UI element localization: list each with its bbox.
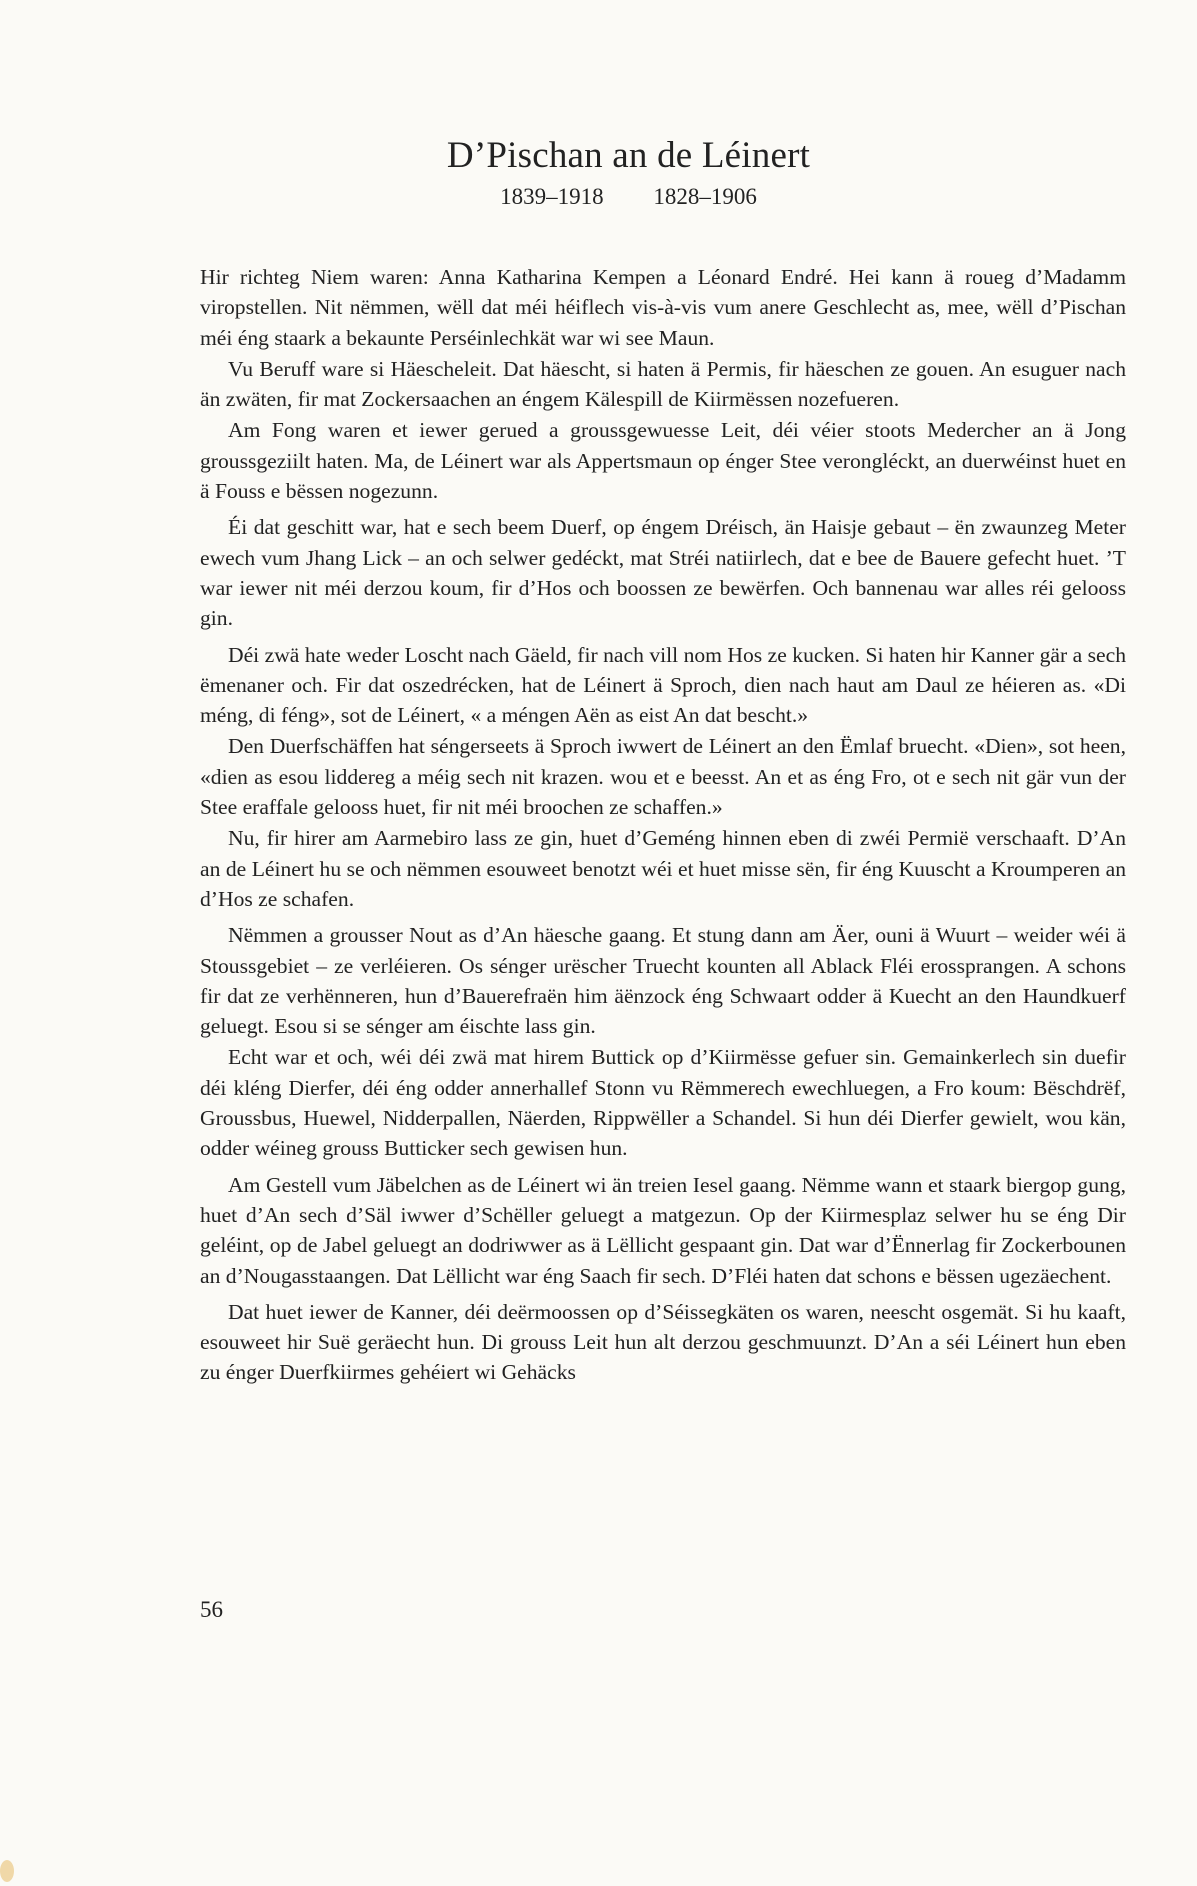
chapter-dates bbox=[0, 184, 1197, 210]
chapter-title: D’Pischan an de Léinert bbox=[446, 135, 811, 176]
birth-death-dates-pischan: 1839–1918 bbox=[500, 184, 604, 209]
page-number: 56 bbox=[200, 1597, 223, 1622]
paragraph: Éi dat geschitt war, hat e sech beem Duerf, op éngem Dréisch, än Haisje gebaut – ën zwaunzeg Meter ewech vum Jhang Lick – an och selwer gedéckt, mat Stréi natiirlech, dat e bee de Bauere gefecht huet. ’T war iewer nit méi derzou koum, fir d’Hos och boossen ze bewërfen. Och bannenau war alles réi gelooss gin. bbox=[200, 515, 1126, 631]
birth-death-dates-leinert: 1828–1906 bbox=[653, 184, 757, 209]
paragraph: Vu Beruff ware si Häescheleit. Dat häescht, si haten ä Permis, fir häeschen ze gouen. An esuguer nach än zwäten, fir mat Zockersaachen an éngem Kälespill de Kiirmëssen nozefueren. bbox=[200, 356, 1126, 412]
paragraph: Nëmmen a grousser Nout as d’An häesche gaang. Et stung dann am Äer, ouni ä Wuurt – weider wéi ä Stoussgebiet – ze verléieren. Os sénger urëscher Truecht kounten all Ablack Fléi erossprangen. A schons fir dat ze verhënneren, hun d’Bauerefraën him äënzock éng Schwaart odder ä Kuecht an den Haundkuerf geluegt. Esou si se sénger am éischte lass gin. bbox=[200, 923, 1126, 1039]
paper-speck bbox=[0, 1860, 14, 1882]
paragraph: Nu, fir hirer am Aarmebiro lass ze gin, huet d’Geméng hinnen eben di zwéi Permië verschaaft. D’An an de Léinert hu se och nëmmen esouweet benotzt wéi et huet misse sën, fir éng Kuuscht a Kroumperen an d’Hos ze schafen. bbox=[200, 826, 1126, 911]
paragraph: Dat huet iewer de Kanner, déi deërmoossen op d’Séissegkäten os waren, neescht osgemät. Si hu kaaft, esouweet hir Suë geräecht hun. Di grouss Leit hun alt derzou geschmuunzt. D’An a séi Léinert hun eben zu énger Duerfkiirmes gehéiert wi Gehäcks bbox=[200, 1299, 1126, 1385]
paragraph: Echt war et och, wéi déi zwä mat hirem Buttick op d’Kiirmësse gefuer sin. Gemainkerlech sin duefir déi kléng Dierfer, déi éng odder annerhallef Stonn vu Rëmmerech ewechluegen, a Fro koum: Bëschdrëf, Groussbus, Huewel, Nidderpallen, Näerden, Rippwëller a Schandel. Si hun déi Dierfer gewielt, wou kän, odder wéineg grouss Butticker sech gewisen hun. bbox=[200, 1045, 1126, 1161]
paragraph: Den Duerfschäffen hat séngerseets ä Sproch iwwert de Léinert an den Ëmlaf bruecht. «Dien», sot heen, «dien as esou liddereg a méig sech nit krazen. wou et e beesst. An et as éng Fro, ot e sech nit gär vun der Stee eraffale gelooss huet, fir nit méi broochen ze schaffen.» bbox=[200, 734, 1126, 820]
paragraph: Am Gestell vum Jäbelchen as de Léinert wi än treien Iesel gaang. Nëmme wann et staark biergop gung, huet d’An sech d’Säl iwwer d’Schëller geluegt a matgezun. Op der Kiirmesplaz selwer hu se éng Dir geléint, op de Jabel geluegt an dodriwwer as ä Lëllicht gespaant gin. Dat war d’Ënnerlag fir Zockerbounen an d’Nougasstaangen. Dat Lëllicht war éng Saach fir sech. D’Fléi haten dat schons e bëssen ugezäechent. bbox=[200, 1172, 1126, 1288]
paragraph: Hir richteg Niem waren: Anna Katharina Kempen a Léonard Endré. Hei kann ä roueg d’Madamm viropstellen. Nit nëmmen, wëll dat méi héiflech vis-à-vis vum anere Geschlecht as, mee, wëll d’Pischan méi éng staark a bekaunte Perséinlechkät war wi see Maun. bbox=[200, 265, 1126, 350]
paragraph: Am Fong waren et iewer gerued a groussgewuesse Leit, déi véier stoots Medercher an ä Jong groussgeziilt haten. Ma, de Léinert war als Appertsmaun op énger Stee verongléckt, an duerwéinst huet en ä Fouss e bëssen nogezunn. bbox=[200, 418, 1126, 504]
paragraph: Déi zwä hate weder Loscht nach Gäeld, fir nach vill nom Hos ze kucken. Si haten hir Kanner gär a sech ëmenaner och. Fir dat oszedrécken, hat de Léinert ä Sproch, dien nach haut am Daul ze héieren as. «Di méng, di féng», sot de Léinert, « a méngen Aën as eist An dat bescht.» bbox=[200, 642, 1126, 728]
chapter-body bbox=[200, 262, 1126, 1389]
